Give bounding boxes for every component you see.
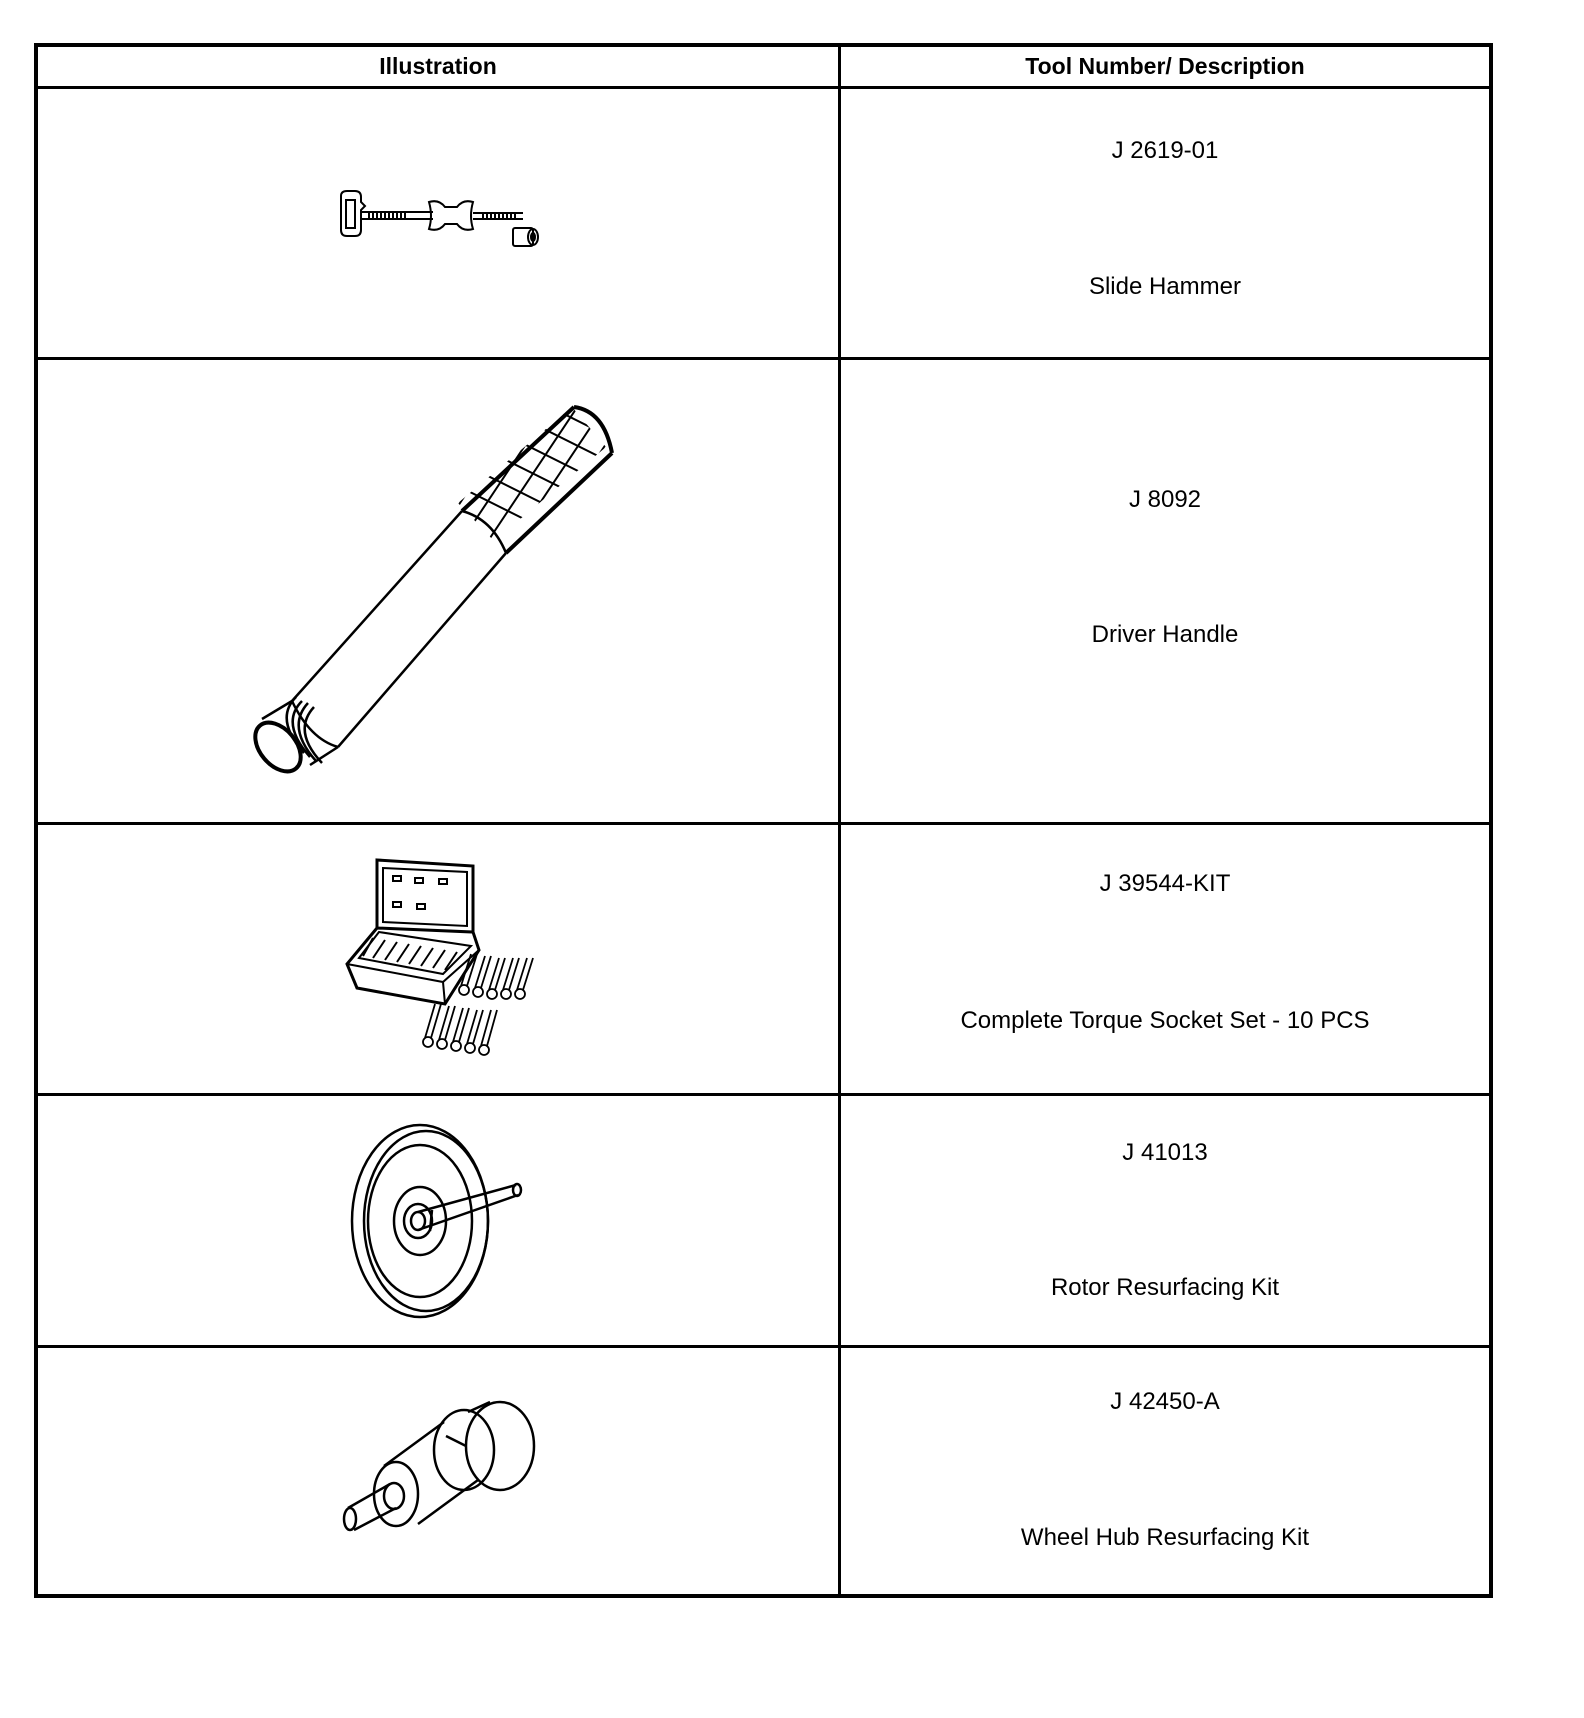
rotor-resurfacing-kit-icon [348, 1121, 528, 1321]
table-row [36, 359, 1491, 824]
tool-description-cell [840, 88, 1492, 359]
tool-description-cell [840, 359, 1492, 824]
tool-description: Complete Torque Socket Set - 10 PCS [960, 1007, 1370, 1034]
illustration-cell [36, 88, 840, 359]
tool-description-cell [840, 1095, 1492, 1347]
tool-description: Slide Hammer [1088, 273, 1242, 300]
table-row [36, 1347, 1491, 1597]
wheel-hub-resurfacing-kit-icon [338, 1396, 538, 1546]
tool-number: J 42450-A [1110, 1388, 1220, 1415]
tool-description: Driver Handle [1091, 621, 1239, 648]
illustration-cell [36, 1347, 840, 1597]
tool-number: J 41013 [1122, 1139, 1208, 1166]
illustration-cell [36, 1095, 840, 1347]
torque-socket-set-icon [333, 854, 543, 1064]
tool-description: Rotor Resurfacing Kit [1050, 1274, 1280, 1301]
special-tools-table [34, 43, 1493, 1598]
tool-description-cell [840, 1347, 1492, 1597]
table-row [36, 824, 1491, 1095]
tool-description-cell [840, 824, 1492, 1095]
illustration-cell [36, 359, 840, 824]
tool-description-column-header: Tool Number/ Description [840, 45, 1492, 88]
tool-description: Wheel Hub Resurfacing Kit [1020, 1524, 1310, 1551]
tool-number: J 2619-01 [1111, 137, 1219, 164]
driver-handle-icon [248, 401, 628, 781]
table-row [36, 88, 1491, 359]
table-row [36, 1095, 1491, 1347]
tool-number: J 39544-KIT [1099, 870, 1231, 897]
illustration-cell [36, 824, 840, 1095]
tool-number: J 8092 [1128, 486, 1202, 513]
slide-hammer-icon [333, 188, 543, 258]
table-header-row [36, 45, 1491, 88]
illustration-column-header: Illustration [36, 45, 840, 88]
